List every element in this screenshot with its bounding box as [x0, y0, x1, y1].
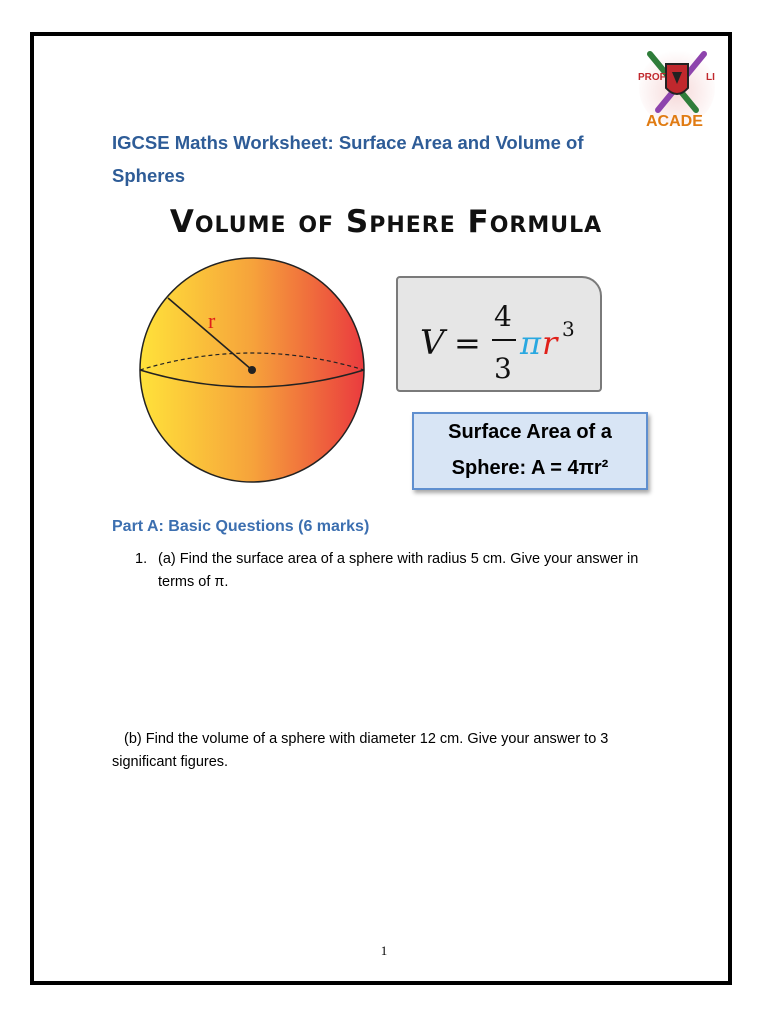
- formula-r: r: [542, 324, 558, 362]
- question-1a-text: (a) Find the surface area of a sphere with radius 5 cm. Give your answer in terms of π.: [158, 551, 639, 590]
- formula-numerator: 4: [494, 300, 512, 333]
- worksheet-title: IGCSE Maths Worksheet: Surface Area and Volume of Spheres: [112, 132, 584, 186]
- volume-formula-box: [396, 276, 602, 392]
- surface-area-line-1: Surface Area of a: [448, 421, 612, 443]
- formula-pi: π: [520, 324, 542, 362]
- page-number: 1: [380, 943, 388, 958]
- question-number: 1.: [135, 551, 148, 567]
- sphere-formula-banner: [110, 196, 662, 506]
- banner-heading: Volume of Sphere Formula: [169, 204, 603, 240]
- prof-li-academy-logo: [636, 44, 718, 134]
- question-1b-text: (b) Find the volume of a sphere with diameter 12 cm. Give your answer to 3 significant figures.: [112, 731, 609, 770]
- svg-text:LI: LI: [706, 72, 715, 83]
- formula-equals: =: [454, 324, 481, 362]
- formula-denominator: 3: [494, 352, 512, 385]
- sphere-diagram: [138, 256, 368, 486]
- formula-volume-symbol: V: [420, 323, 445, 363]
- surface-area-formula-box: [412, 412, 648, 490]
- surface-area-line-2: Sphere: A = 4πr²: [451, 457, 609, 479]
- svg-text:ACADE: ACADE: [646, 113, 703, 130]
- volume-formula: [398, 278, 604, 394]
- svg-text:PROF: PROF: [638, 72, 666, 83]
- part-a-heading: Part A: Basic Questions (6 marks): [112, 518, 370, 535]
- formula-exponent: 3: [562, 317, 575, 341]
- sphere-center-dot: [248, 366, 256, 374]
- radius-label: r: [208, 308, 216, 333]
